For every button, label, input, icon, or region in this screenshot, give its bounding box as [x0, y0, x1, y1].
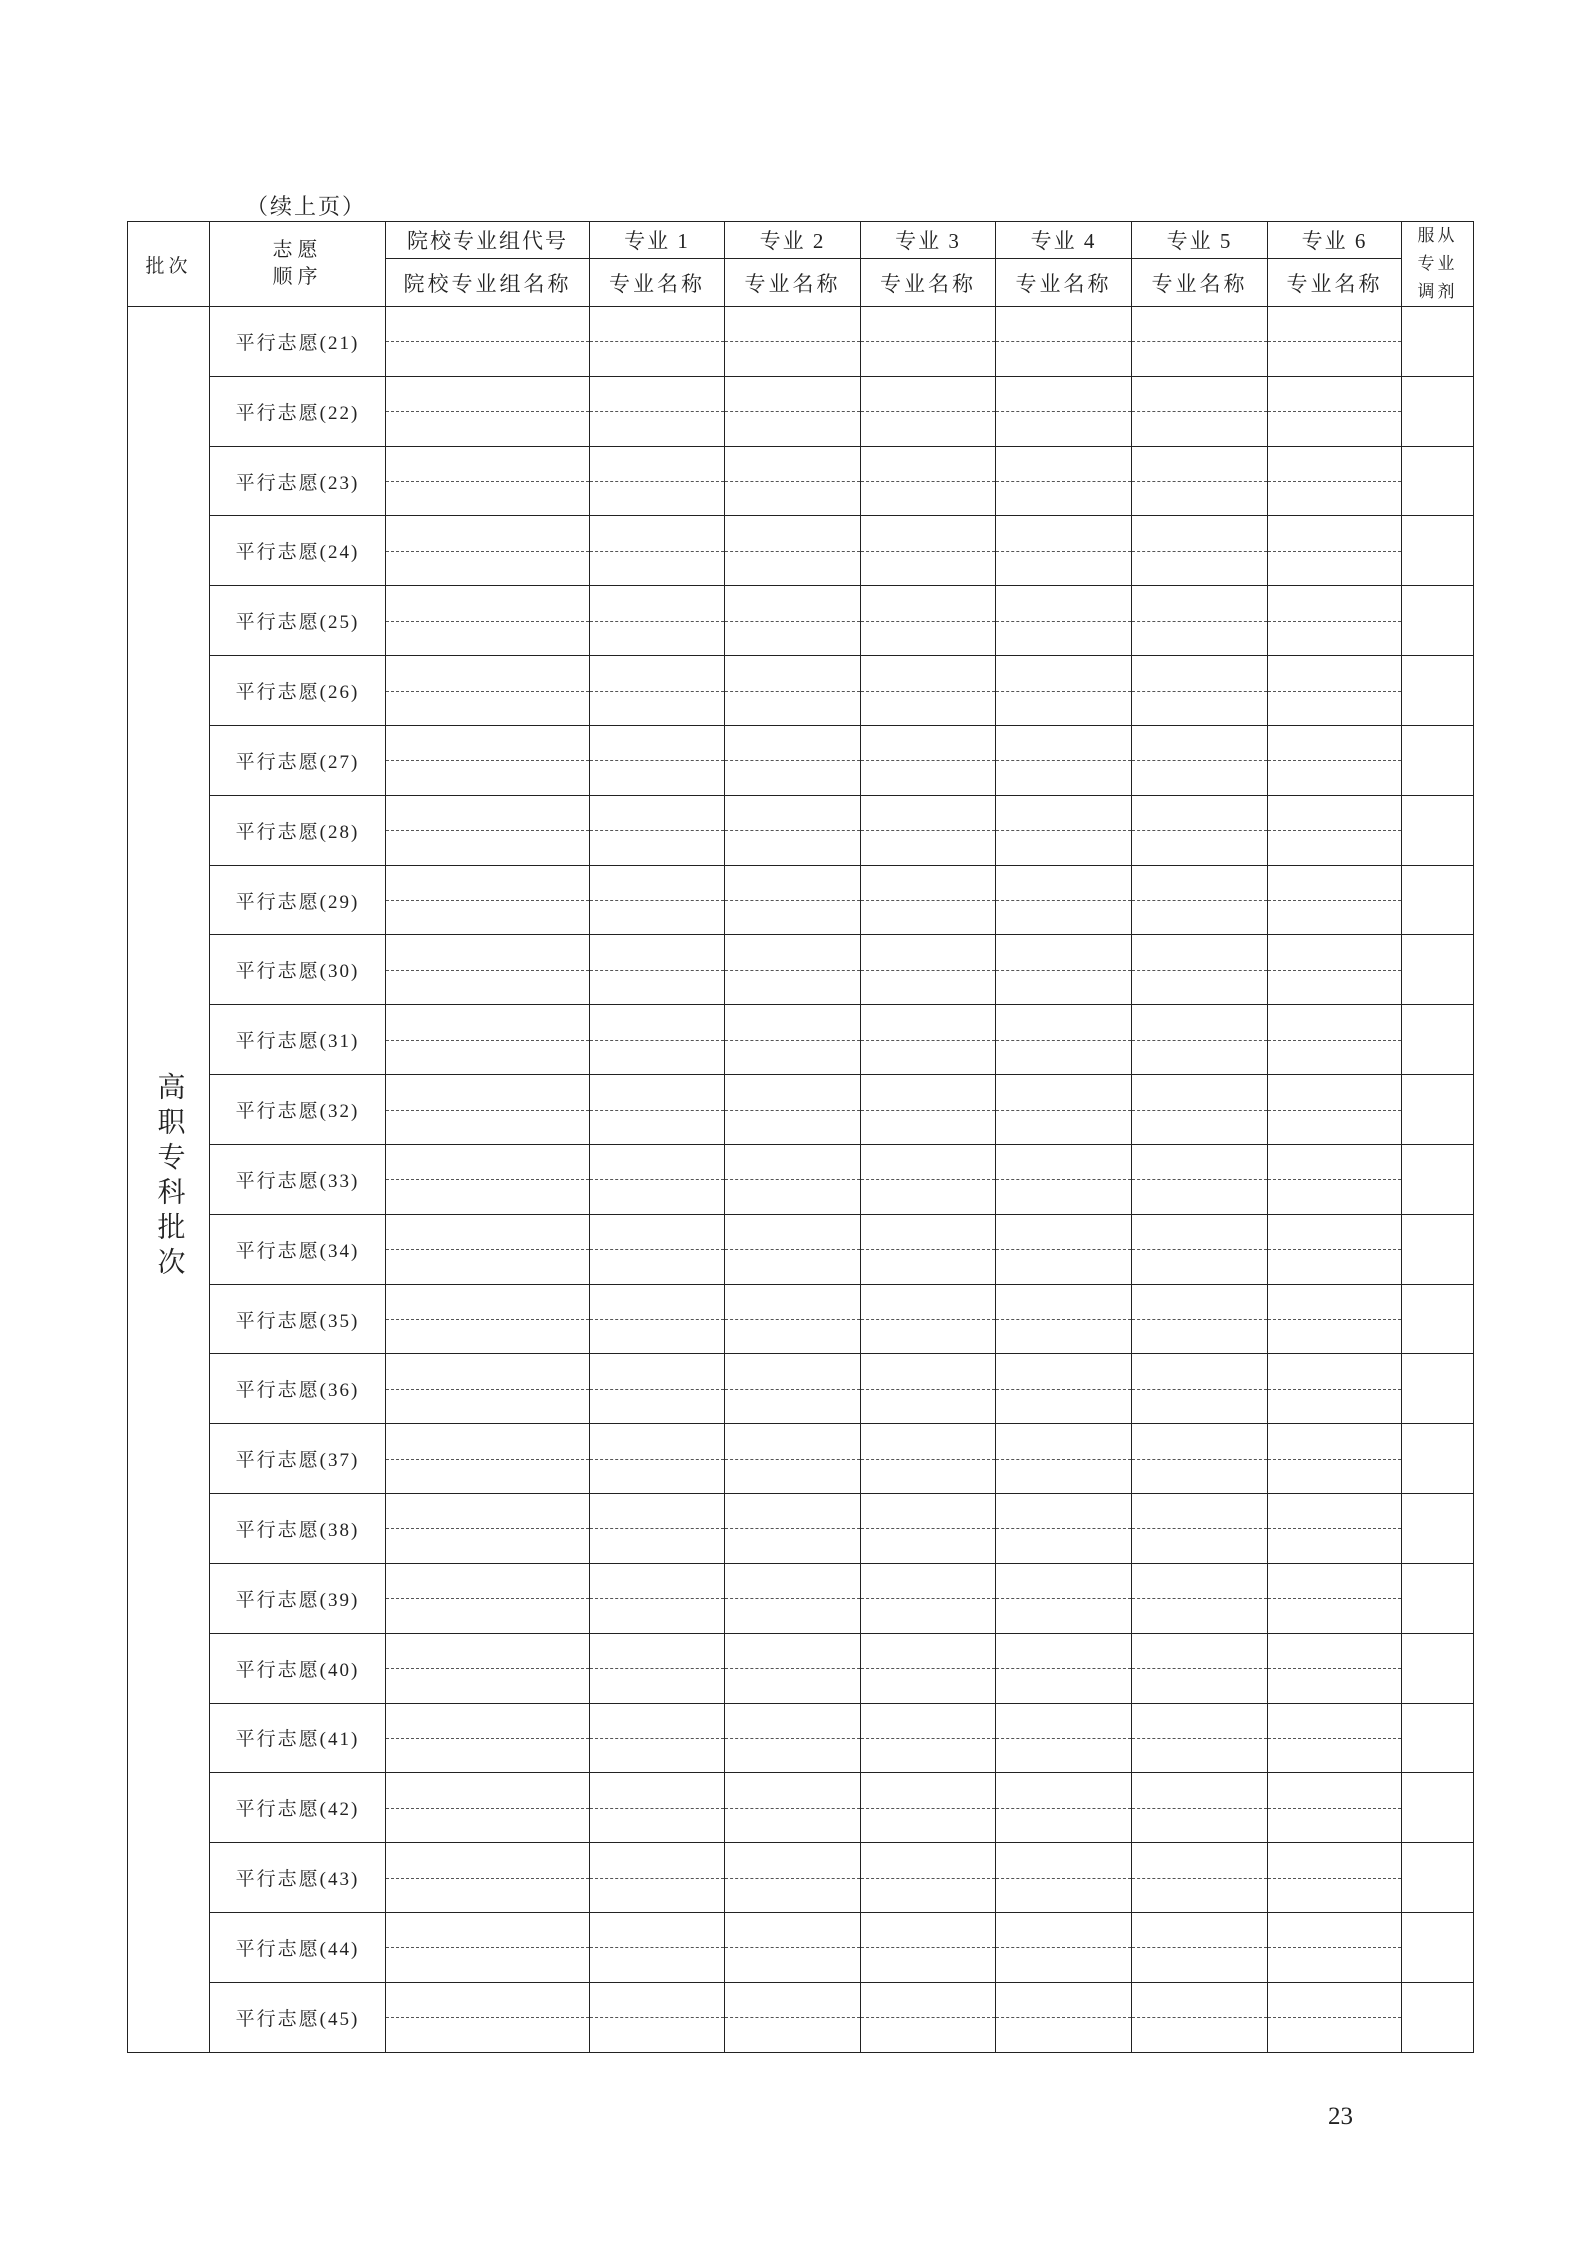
- accept-adjustment-cell: [1402, 586, 1474, 656]
- major-5-cell: [1132, 656, 1268, 726]
- preference-order-label: 平行志愿(36): [210, 1354, 386, 1424]
- group-cell: [386, 1354, 590, 1424]
- major-2-cell: [725, 376, 861, 446]
- major-2-cell: [725, 1424, 861, 1494]
- preference-order-label: 平行志愿(40): [210, 1633, 386, 1703]
- major-3-cell: [861, 1144, 996, 1214]
- major-1-cell: [590, 1144, 725, 1214]
- header-major-4: 专业 4: [996, 222, 1132, 259]
- preference-order-label: 平行志愿(27): [210, 725, 386, 795]
- major-6-cell: [1268, 1214, 1402, 1284]
- table-row: [128, 586, 1474, 656]
- major-4-cell: [996, 307, 1132, 377]
- batch-name: 高职专科批次: [153, 1071, 185, 1282]
- preference-order-label: 平行志愿(38): [210, 1494, 386, 1564]
- major-6-cell: [1268, 865, 1402, 935]
- table-row: [128, 1075, 1474, 1145]
- major-2-cell: [725, 1773, 861, 1843]
- major-2-cell: [725, 1354, 861, 1424]
- major-1-cell: [590, 1075, 725, 1145]
- major-2-cell: [725, 1982, 861, 2052]
- major-2-cell: [725, 446, 861, 516]
- major-5-cell: [1132, 1144, 1268, 1214]
- table-row: [128, 656, 1474, 726]
- group-cell: [386, 1982, 590, 2052]
- group-cell: [386, 656, 590, 726]
- table-header: [128, 222, 1474, 307]
- major-4-cell: [996, 1773, 1132, 1843]
- preference-order-label: 平行志愿(28): [210, 795, 386, 865]
- major-4-cell: [996, 1424, 1132, 1494]
- major-3-cell: [861, 307, 996, 377]
- header-major-2: 专业 2: [725, 222, 861, 259]
- major-6-cell: [1268, 586, 1402, 656]
- major-6-cell: [1268, 795, 1402, 865]
- major-3-cell: [861, 1703, 996, 1773]
- accept-adjustment-cell: [1402, 1913, 1474, 1983]
- major-1-cell: [590, 1424, 725, 1494]
- major-5-cell: [1132, 516, 1268, 586]
- major-2-cell: [725, 1005, 861, 1075]
- table-row: [128, 1773, 1474, 1843]
- header-group-code: 院校专业组代号: [386, 222, 590, 259]
- table-row: [128, 1703, 1474, 1773]
- group-cell: [386, 1633, 590, 1703]
- major-1-cell: [590, 516, 725, 586]
- major-5-cell: [1132, 1424, 1268, 1494]
- major-5-cell: [1132, 935, 1268, 1005]
- group-cell: [386, 1703, 590, 1773]
- table-row: [128, 1424, 1474, 1494]
- table-row: [128, 516, 1474, 586]
- major-3-cell: [861, 725, 996, 795]
- major-6-cell: [1268, 1075, 1402, 1145]
- major-1-cell: [590, 307, 725, 377]
- major-4-cell: [996, 1284, 1132, 1354]
- major-5-cell: [1132, 1284, 1268, 1354]
- major-3-cell: [861, 1354, 996, 1424]
- major-2-cell: [725, 1703, 861, 1773]
- header-adjust-line3: 调剂: [1417, 282, 1458, 301]
- major-4-cell: [996, 1843, 1132, 1913]
- major-3-cell: [861, 1563, 996, 1633]
- major-3-cell: [861, 1214, 996, 1284]
- major-1-cell: [590, 795, 725, 865]
- batch-cell: [128, 307, 210, 2053]
- major-5-cell: [1132, 1354, 1268, 1424]
- table-row: [128, 1005, 1474, 1075]
- accept-adjustment-cell: [1402, 865, 1474, 935]
- table-row: [128, 1982, 1474, 2052]
- preference-order-label: 平行志愿(37): [210, 1424, 386, 1494]
- group-cell: [386, 1424, 590, 1494]
- table-row: [128, 1144, 1474, 1214]
- major-5-cell: [1132, 865, 1268, 935]
- major-3-cell: [861, 586, 996, 656]
- accept-adjustment-cell: [1402, 1773, 1474, 1843]
- accept-adjustment-cell: [1402, 656, 1474, 726]
- preference-order-label: 平行志愿(24): [210, 516, 386, 586]
- major-1-cell: [590, 1214, 725, 1284]
- major-6-cell: [1268, 446, 1402, 516]
- major-3-cell: [861, 795, 996, 865]
- preference-order-label: 平行志愿(33): [210, 1144, 386, 1214]
- group-cell: [386, 1005, 590, 1075]
- major-3-cell: [861, 1982, 996, 2052]
- major-1-cell: [590, 446, 725, 516]
- major-6-cell: [1268, 1913, 1402, 1983]
- major-3-cell: [861, 376, 996, 446]
- table-row: [128, 1494, 1474, 1564]
- header-major-5-name: 专业名称: [1132, 259, 1268, 307]
- preference-rows: [128, 307, 1474, 2053]
- group-cell: [386, 935, 590, 1005]
- major-2-cell: [725, 1075, 861, 1145]
- major-6-cell: [1268, 516, 1402, 586]
- accept-adjustment-cell: [1402, 1703, 1474, 1773]
- major-2-cell: [725, 795, 861, 865]
- major-3-cell: [861, 1773, 996, 1843]
- table-row: [128, 935, 1474, 1005]
- preference-order-label: 平行志愿(32): [210, 1075, 386, 1145]
- major-4-cell: [996, 656, 1132, 726]
- major-4-cell: [996, 376, 1132, 446]
- major-6-cell: [1268, 1633, 1402, 1703]
- major-2-cell: [725, 1563, 861, 1633]
- major-1-cell: [590, 1284, 725, 1354]
- major-5-cell: [1132, 1005, 1268, 1075]
- group-cell: [386, 1144, 590, 1214]
- major-6-cell: [1268, 656, 1402, 726]
- accept-adjustment-cell: [1402, 1005, 1474, 1075]
- major-5-cell: [1132, 1982, 1268, 2052]
- major-5-cell: [1132, 376, 1268, 446]
- major-5-cell: [1132, 1843, 1268, 1913]
- preference-order-label: 平行志愿(34): [210, 1214, 386, 1284]
- major-3-cell: [861, 656, 996, 726]
- table-row: [128, 725, 1474, 795]
- header-adjust-line1: 服从: [1417, 226, 1458, 245]
- preference-order-label: 平行志愿(30): [210, 935, 386, 1005]
- major-5-cell: [1132, 1703, 1268, 1773]
- major-3-cell: [861, 1633, 996, 1703]
- group-cell: [386, 1563, 590, 1633]
- table-row: [128, 1563, 1474, 1633]
- accept-adjustment-cell: [1402, 307, 1474, 377]
- group-cell: [386, 1773, 590, 1843]
- header-accept-adjustment: [1402, 222, 1474, 307]
- major-3-cell: [861, 516, 996, 586]
- major-4-cell: [996, 1144, 1132, 1214]
- major-5-cell: [1132, 1773, 1268, 1843]
- major-6-cell: [1268, 1354, 1402, 1424]
- header-row-top: [128, 222, 1474, 259]
- major-4-cell: [996, 586, 1132, 656]
- header-major-1: 专业 1: [590, 222, 725, 259]
- table-row: [128, 1284, 1474, 1354]
- major-6-cell: [1268, 1773, 1402, 1843]
- major-2-cell: [725, 516, 861, 586]
- major-6-cell: [1268, 1424, 1402, 1494]
- group-cell: [386, 865, 590, 935]
- major-6-cell: [1268, 307, 1402, 377]
- group-cell: [386, 725, 590, 795]
- major-6-cell: [1268, 1563, 1402, 1633]
- preference-order-label: 平行志愿(41): [210, 1703, 386, 1773]
- header-major-5: 专业 5: [1132, 222, 1268, 259]
- major-3-cell: [861, 1284, 996, 1354]
- group-cell: [386, 516, 590, 586]
- preference-order-label: 平行志愿(43): [210, 1843, 386, 1913]
- header-major-3-name: 专业名称: [861, 259, 996, 307]
- preference-order-label: 平行志愿(26): [210, 656, 386, 726]
- group-cell: [386, 1494, 590, 1564]
- major-3-cell: [861, 446, 996, 516]
- major-6-cell: [1268, 1843, 1402, 1913]
- major-1-cell: [590, 1633, 725, 1703]
- major-3-cell: [861, 1913, 996, 1983]
- table-row: [128, 865, 1474, 935]
- major-1-cell: [590, 1563, 725, 1633]
- major-4-cell: [996, 516, 1132, 586]
- major-4-cell: [996, 1494, 1132, 1564]
- group-cell: [386, 307, 590, 377]
- accept-adjustment-cell: [1402, 1424, 1474, 1494]
- header-order-line2: 顺序: [272, 266, 323, 288]
- preference-order-label: 平行志愿(23): [210, 446, 386, 516]
- major-4-cell: [996, 935, 1132, 1005]
- accept-adjustment-cell: [1402, 1633, 1474, 1703]
- preference-order-label: 平行志愿(31): [210, 1005, 386, 1075]
- major-6-cell: [1268, 1982, 1402, 2052]
- major-2-cell: [725, 725, 861, 795]
- major-4-cell: [996, 865, 1132, 935]
- table-row: [128, 307, 1474, 377]
- major-6-cell: [1268, 1144, 1402, 1214]
- accept-adjustment-cell: [1402, 725, 1474, 795]
- preference-order-label: 平行志愿(35): [210, 1284, 386, 1354]
- accept-adjustment-cell: [1402, 1214, 1474, 1284]
- major-4-cell: [996, 1075, 1132, 1145]
- group-cell: [386, 586, 590, 656]
- accept-adjustment-cell: [1402, 516, 1474, 586]
- major-2-cell: [725, 1633, 861, 1703]
- major-5-cell: [1132, 1633, 1268, 1703]
- major-1-cell: [590, 1005, 725, 1075]
- major-5-cell: [1132, 307, 1268, 377]
- major-3-cell: [861, 935, 996, 1005]
- group-cell: [386, 1214, 590, 1284]
- table-row: [128, 1214, 1474, 1284]
- header-batch: 批次: [128, 222, 210, 307]
- major-2-cell: [725, 935, 861, 1005]
- major-1-cell: [590, 1913, 725, 1983]
- preference-order-label: 平行志愿(29): [210, 865, 386, 935]
- major-6-cell: [1268, 1494, 1402, 1564]
- group-cell: [386, 1284, 590, 1354]
- accept-adjustment-cell: [1402, 1563, 1474, 1633]
- major-3-cell: [861, 1005, 996, 1075]
- major-3-cell: [861, 1424, 996, 1494]
- major-5-cell: [1132, 1075, 1268, 1145]
- accept-adjustment-cell: [1402, 1075, 1474, 1145]
- major-4-cell: [996, 795, 1132, 865]
- major-6-cell: [1268, 1284, 1402, 1354]
- major-4-cell: [996, 1354, 1132, 1424]
- major-1-cell: [590, 935, 725, 1005]
- major-4-cell: [996, 446, 1132, 516]
- accept-adjustment-cell: [1402, 1494, 1474, 1564]
- page-number: 23: [1328, 2103, 1353, 2130]
- accept-adjustment-cell: [1402, 935, 1474, 1005]
- major-1-cell: [590, 1773, 725, 1843]
- major-4-cell: [996, 1982, 1132, 2052]
- major-1-cell: [590, 1703, 725, 1773]
- table-row: [128, 1913, 1474, 1983]
- major-3-cell: [861, 1843, 996, 1913]
- accept-adjustment-cell: [1402, 1284, 1474, 1354]
- major-2-cell: [725, 656, 861, 726]
- major-4-cell: [996, 725, 1132, 795]
- major-3-cell: [861, 1494, 996, 1564]
- major-1-cell: [590, 586, 725, 656]
- major-6-cell: [1268, 935, 1402, 1005]
- group-cell: [386, 795, 590, 865]
- header-preference-order: [210, 222, 386, 307]
- major-2-cell: [725, 586, 861, 656]
- major-3-cell: [861, 865, 996, 935]
- major-1-cell: [590, 1354, 725, 1424]
- major-2-cell: [725, 865, 861, 935]
- table-row: [128, 1354, 1474, 1424]
- major-5-cell: [1132, 1494, 1268, 1564]
- major-4-cell: [996, 1214, 1132, 1284]
- major-4-cell: [996, 1913, 1132, 1983]
- major-5-cell: [1132, 446, 1268, 516]
- accept-adjustment-cell: [1402, 795, 1474, 865]
- header-order-line1: 志愿: [272, 239, 323, 261]
- group-cell: [386, 376, 590, 446]
- table-row: [128, 1633, 1474, 1703]
- major-1-cell: [590, 656, 725, 726]
- preference-order-label: 平行志愿(42): [210, 1773, 386, 1843]
- major-1-cell: [590, 376, 725, 446]
- accept-adjustment-cell: [1402, 1354, 1474, 1424]
- major-1-cell: [590, 725, 725, 795]
- major-2-cell: [725, 1494, 861, 1564]
- header-adjust-line2: 专业: [1417, 254, 1458, 273]
- major-5-cell: [1132, 1913, 1268, 1983]
- preference-order-label: 平行志愿(39): [210, 1563, 386, 1633]
- header-group-name: 院校专业组名称: [386, 259, 590, 307]
- major-6-cell: [1268, 376, 1402, 446]
- major-2-cell: [725, 1284, 861, 1354]
- preference-order-label: 平行志愿(44): [210, 1913, 386, 1983]
- preference-order-label: 平行志愿(21): [210, 307, 386, 377]
- major-6-cell: [1268, 725, 1402, 795]
- major-1-cell: [590, 1843, 725, 1913]
- group-cell: [386, 1075, 590, 1145]
- group-cell: [386, 1843, 590, 1913]
- major-5-cell: [1132, 725, 1268, 795]
- preference-order-label: 平行志愿(25): [210, 586, 386, 656]
- major-2-cell: [725, 1843, 861, 1913]
- major-2-cell: [725, 307, 861, 377]
- major-4-cell: [996, 1005, 1132, 1075]
- major-1-cell: [590, 1494, 725, 1564]
- major-4-cell: [996, 1703, 1132, 1773]
- major-6-cell: [1268, 1703, 1402, 1773]
- table-row: [128, 376, 1474, 446]
- table-row: [128, 795, 1474, 865]
- accept-adjustment-cell: [1402, 1982, 1474, 2052]
- table-row: [128, 1843, 1474, 1913]
- major-2-cell: [725, 1214, 861, 1284]
- accept-adjustment-cell: [1402, 376, 1474, 446]
- major-3-cell: [861, 1075, 996, 1145]
- preference-order-label: 平行志愿(45): [210, 1982, 386, 2052]
- group-cell: [386, 1913, 590, 1983]
- major-5-cell: [1132, 1214, 1268, 1284]
- major-5-cell: [1132, 1563, 1268, 1633]
- accept-adjustment-cell: [1402, 1843, 1474, 1913]
- header-major-2-name: 专业名称: [725, 259, 861, 307]
- major-2-cell: [725, 1144, 861, 1214]
- preference-order-label: 平行志愿(22): [210, 376, 386, 446]
- major-5-cell: [1132, 795, 1268, 865]
- accept-adjustment-cell: [1402, 1144, 1474, 1214]
- header-major-6-name: 专业名称: [1268, 259, 1402, 307]
- major-4-cell: [996, 1633, 1132, 1703]
- header-major-1-name: 专业名称: [590, 259, 725, 307]
- continued-note: （续上页）: [246, 194, 367, 219]
- header-major-6: 专业 6: [1268, 222, 1402, 259]
- group-cell: [386, 446, 590, 516]
- major-4-cell: [996, 1563, 1132, 1633]
- preference-form-table: [127, 221, 1474, 2053]
- header-major-3: 专业 3: [861, 222, 996, 259]
- major-1-cell: [590, 1982, 725, 2052]
- major-2-cell: [725, 1913, 861, 1983]
- table-row: [128, 446, 1474, 516]
- major-1-cell: [590, 865, 725, 935]
- major-5-cell: [1132, 586, 1268, 656]
- accept-adjustment-cell: [1402, 446, 1474, 516]
- major-6-cell: [1268, 1005, 1402, 1075]
- header-major-4-name: 专业名称: [996, 259, 1132, 307]
